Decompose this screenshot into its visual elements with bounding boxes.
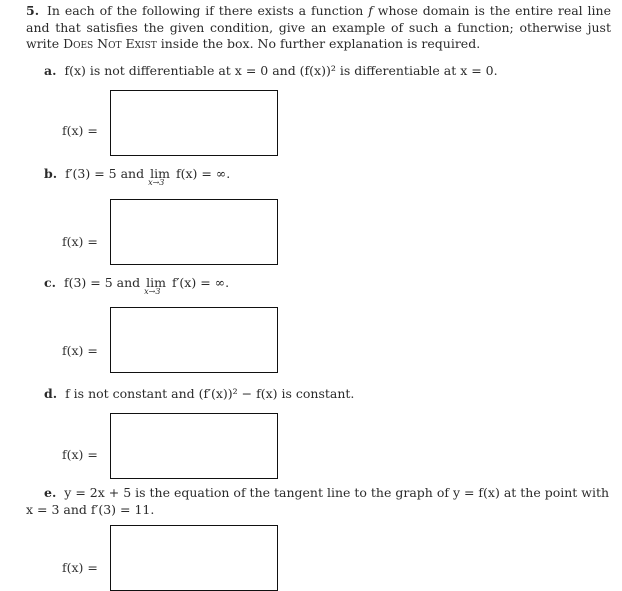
part-d-letter: d. <box>44 386 58 401</box>
part-d <box>44 386 354 401</box>
part-e-letter: e. <box>44 485 57 500</box>
part-e <box>26 485 611 518</box>
part-b-lim-word: lim <box>150 166 170 181</box>
part-b-text-post: f(x) = ∞. <box>175 166 231 181</box>
problem-intro <box>26 3 611 53</box>
part-b-answer-label: f(x) = <box>62 234 98 249</box>
part-e-text: y = 2x + 5 is the equation of the tangent line to the graph of y = f(x) at the point with x = 3 and f′(3) = 11. <box>26 485 610 517</box>
part-b-lim-subscript: x→3 <box>148 178 165 187</box>
part-c-lim-subscript: x→3 <box>144 287 161 296</box>
part-b-limit <box>148 166 170 187</box>
part-d-text: f is not constant and (f′(x))² − f(x) is constant. <box>65 386 355 401</box>
part-c-letter: c. <box>44 275 56 290</box>
part-d-answer-box[interactable] <box>110 413 278 479</box>
does-not-exist-text: Does Not Exist <box>63 36 157 51</box>
part-a <box>44 63 498 78</box>
intro-text-1: In each of the following if there exists a function <box>46 3 364 18</box>
intro-text-2: whose domain is the entire real line and that satisfies the given condition, give an example of such a function; otherwise just write <box>26 3 611 51</box>
part-c-text-post: f′(x) = ∞. <box>171 275 230 290</box>
part-b-text-pre: f′(3) = 5 and <box>65 166 145 181</box>
part-b-answer-box[interactable] <box>110 199 278 265</box>
intro-text-3: inside the box. No further explanation is required. <box>160 36 481 51</box>
part-b <box>44 166 231 187</box>
part-e-answer-box[interactable] <box>110 525 278 591</box>
part-a-answer-box[interactable] <box>110 90 278 156</box>
part-c <box>44 275 230 296</box>
part-c-answer-label: f(x) = <box>62 343 98 358</box>
part-b-letter: b. <box>44 166 58 181</box>
part-a-answer-label: f(x) = <box>62 123 98 138</box>
part-a-text: f(x) is not differentiable at x = 0 and (f(x))² is differentiable at x = 0. <box>64 63 498 78</box>
part-a-letter: a. <box>44 63 57 78</box>
part-c-limit <box>144 275 166 296</box>
part-d-answer-label: f(x) = <box>62 447 98 462</box>
intro-function-symbol: f <box>368 3 373 18</box>
part-c-text-pre: f(3) = 5 and <box>63 275 141 290</box>
part-c-lim-word: lim <box>146 275 166 290</box>
part-c-answer-box[interactable] <box>110 307 278 373</box>
problem-number: 5. <box>26 3 40 18</box>
part-e-answer-label: f(x) = <box>62 560 98 575</box>
